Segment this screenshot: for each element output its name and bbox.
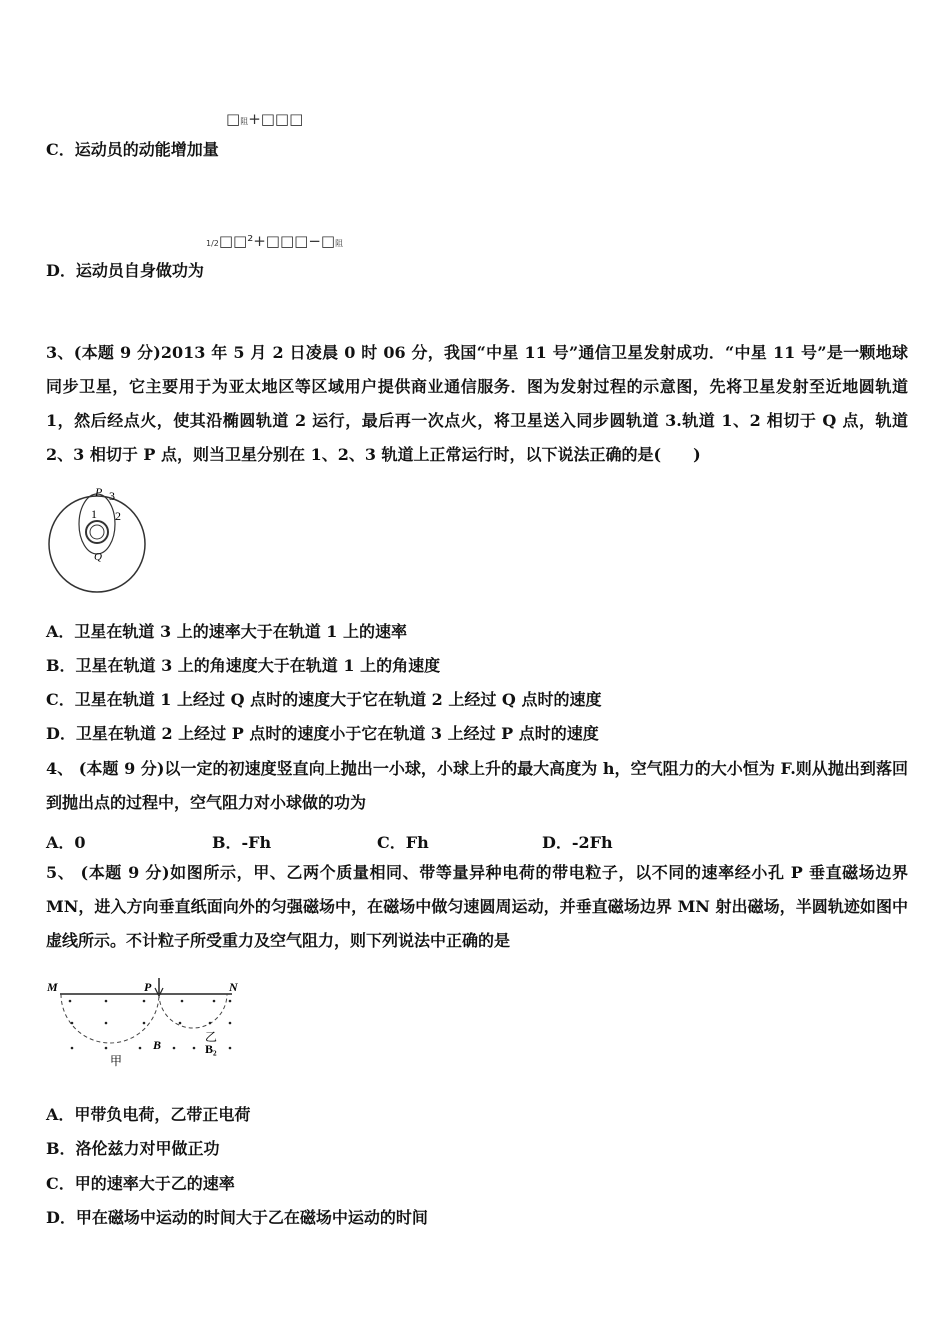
label-q: Q [94, 551, 102, 563]
label-jia: 甲 [110, 1054, 123, 1068]
q3-option-a: A．卫星在轨道 3 上的速率大于在轨道 1 上的速率 [46, 622, 407, 641]
q3-option-b: B．卫星在轨道 3 上的角速度大于在轨道 1 上的角速度 [46, 656, 441, 675]
earth [90, 525, 104, 539]
orbit-figure [40, 484, 155, 599]
label-b: B [153, 1038, 162, 1052]
q4-stem: 4、 (本题 9 分)以一定的初速度竖直向上抛出一小球，小球上升的最大高度为 h，空气阻力的大小恒为 F.则从抛出到落回到抛出点的过程中，空气阻力对小球做的功为 [46, 759, 908, 812]
q3-option-c: C．卫星在轨道 1 上经过 Q 点时的速度大于它在轨道 2 上经过 Q 点时的速度 [46, 690, 602, 709]
formula-d [206, 232, 343, 250]
q5-stem: 5、 (本题 9 分)如图所示，甲、乙两个质量相同、带等量异种电荷的带电粒子，以不同的速率经小孔 P 垂直磁场边界 MN，进入方向垂直纸面向外的匀强磁场中，在磁场中做匀速圆周运动，并垂直磁场边界 MN 射出磁场，半圆轨迹如图中虚线所示。不计粒子所受重力及空气阻力，则下列说法中正确的是 [46, 863, 908, 950]
q3-stem: 3、(本题 9 分)2013 年 5 月 2 日凌晨 0 时 06 分，我国“中星 11 号”通信卫星发射成功．“中星 11 号”是一颗地球同步卫星，它主要用于为亚太地区等区域用户提供商业通信服务．图为发射过程的示意图，先将卫星发射至近地圆轨道 1，然后经点火，使其沿椭圆轨道 2 运行，最后再一次点火，将卫星送入同步圆轨道 3.轨道 1、2 相切于 Q 点，轨道 2、3 相切于 P 点，则当卫星分别在 1、2、3 轨道上正常运行时，以下说法正确的是( ) [46, 343, 908, 464]
orbit-2 [79, 494, 115, 554]
formula-d-sub: 阻 [335, 239, 344, 248]
label-2: 2 [115, 509, 121, 523]
trajectory-yi [159, 994, 227, 1028]
q3-option-d: D．卫星在轨道 2 上经过 P 点时的速度小于它在轨道 3 上经过 P 点时的速度 [46, 724, 599, 743]
q4-option-c: C．Fh [377, 833, 429, 852]
q5-option-b: B．洛伦兹力对甲做正功 [46, 1139, 220, 1158]
option-d-prev: D．运动员自身做功为 [46, 261, 204, 280]
label-yi: 乙 [205, 1030, 218, 1044]
orbit-1 [86, 521, 108, 543]
formula-c [226, 110, 303, 128]
q4-option-a: A．0 [46, 833, 86, 852]
magnetic-field-figure [44, 974, 249, 1074]
formula-d-mid: □□²+□□□−□ [218, 232, 336, 250]
label-b2: B₂ [205, 1042, 217, 1056]
q4-option-b: B．-Fh [212, 833, 272, 852]
label-1: 1 [91, 507, 97, 521]
label-m: M [47, 980, 58, 994]
label-3: 3 [109, 489, 115, 503]
q5-option-a: A．甲带负电荷，乙带正电荷 [46, 1105, 251, 1124]
label-n: N [229, 980, 238, 994]
formula-d-frac: 1/2 [206, 239, 219, 248]
formula-c-sub: 阻 [240, 117, 249, 126]
formula-c-rest: +□□□ [248, 110, 304, 128]
option-c-prev: C．运动员的动能增加量 [46, 140, 219, 159]
formula-c-box: □ [226, 110, 241, 128]
label-p: P [95, 485, 103, 499]
q5-option-c: C．甲的速率大于乙的速率 [46, 1174, 235, 1193]
label-p5: P [144, 980, 152, 994]
q4-option-d: D．-2Fh [542, 833, 613, 852]
q5-option-d: D．甲在磁场中运动的时间大于乙在磁场中运动的时间 [46, 1208, 428, 1227]
